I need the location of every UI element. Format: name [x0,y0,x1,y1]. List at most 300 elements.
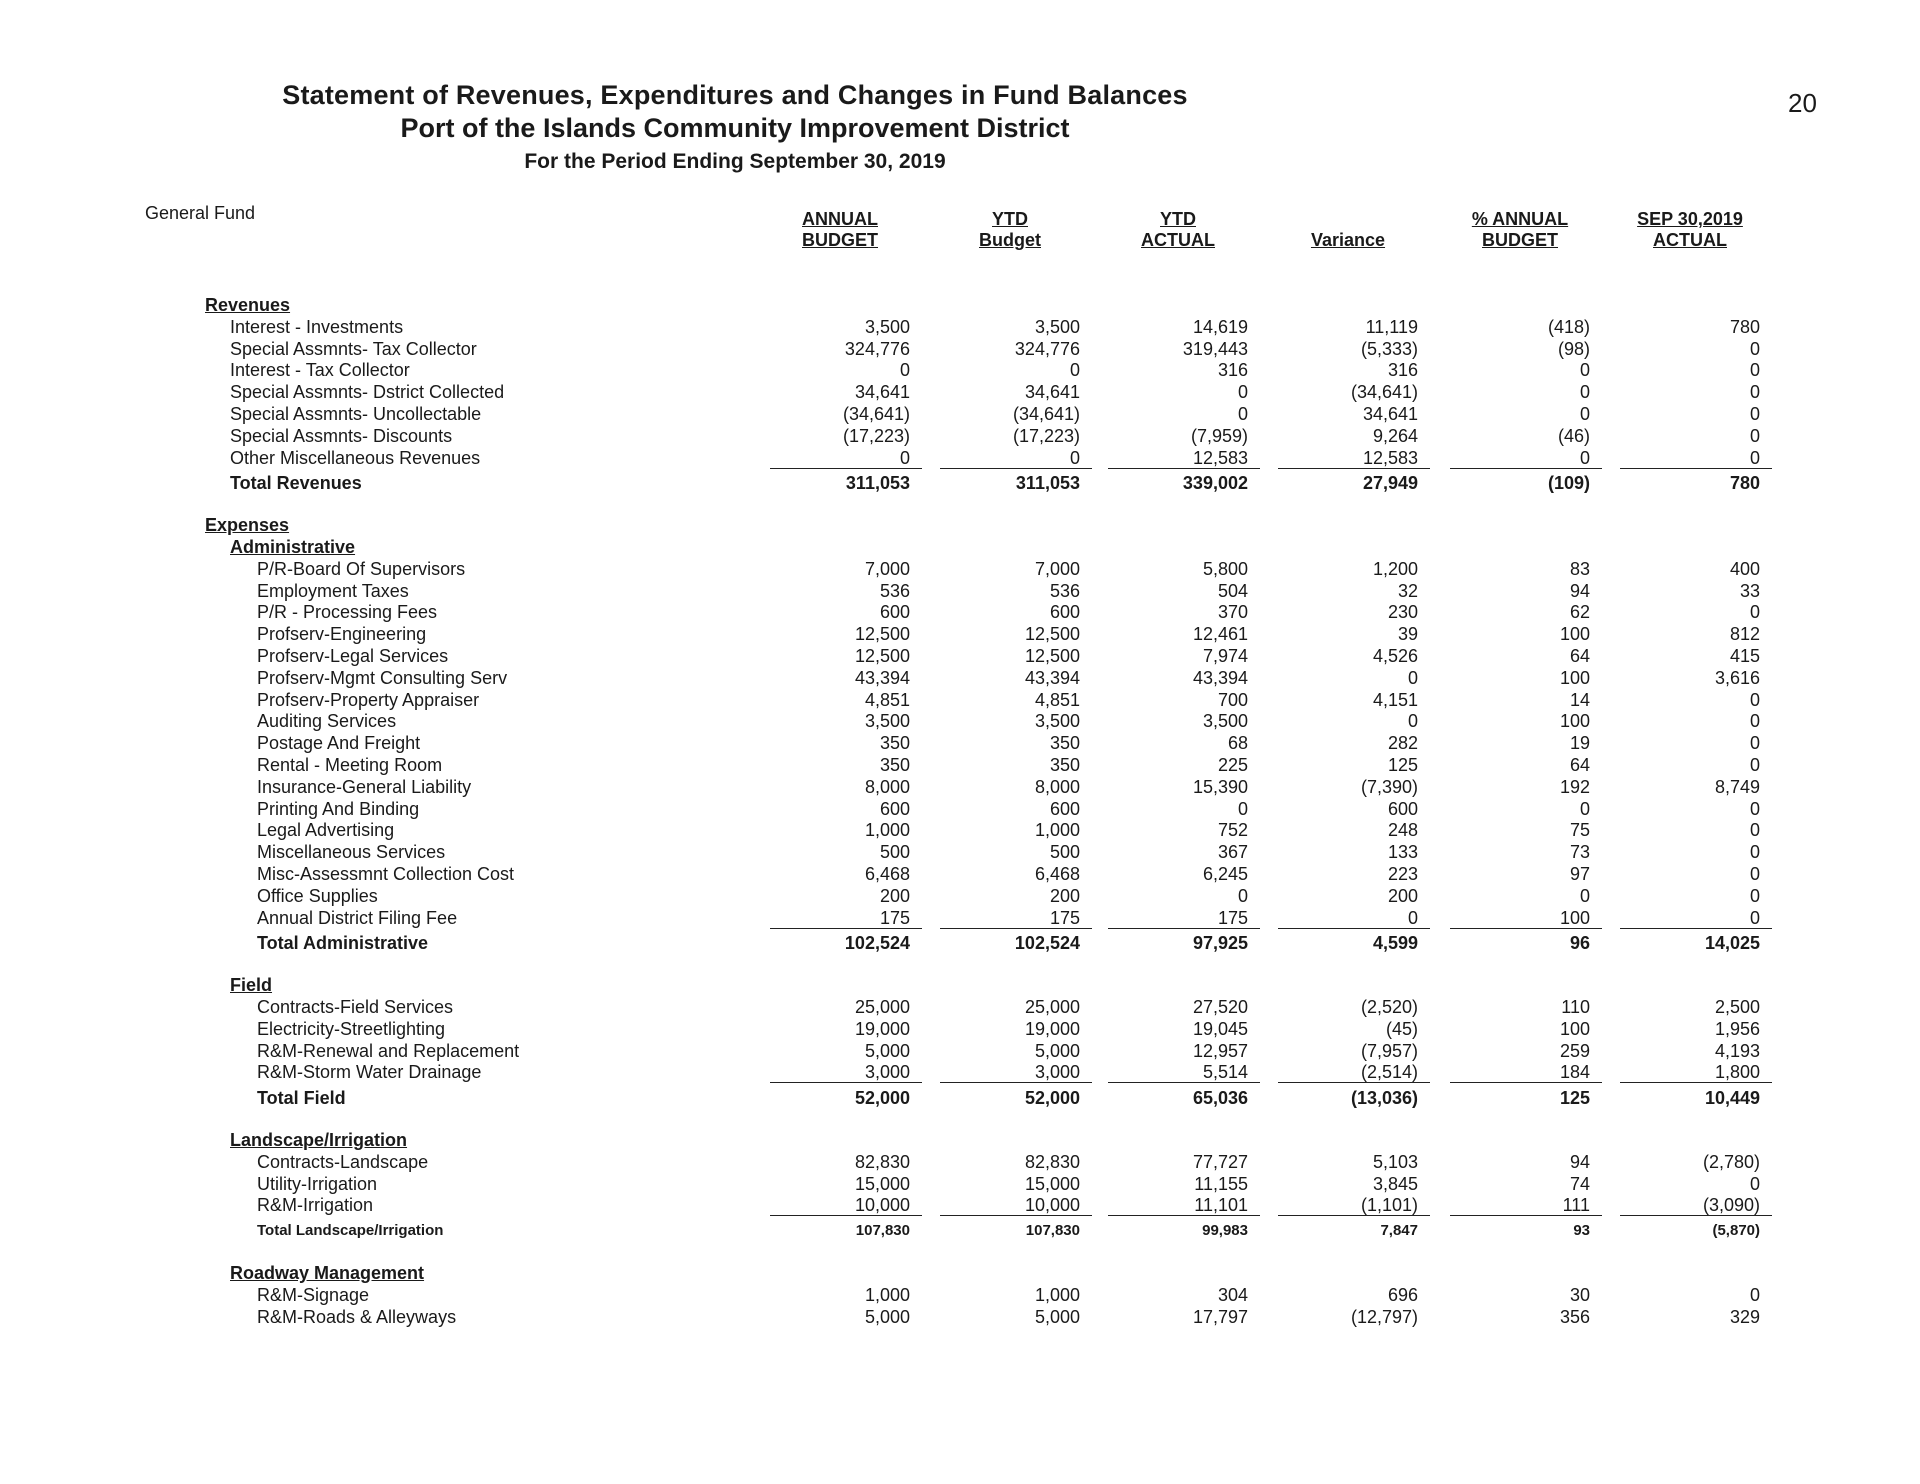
cell-value: 600 [879,602,910,623]
cell-value: 62 [1569,602,1590,623]
subtotal-rule [770,1082,922,1083]
column-header-bottom: ACTUAL [1653,230,1727,250]
cell-value: 133 [1387,842,1418,863]
cell-value: (3,090) [1702,1195,1760,1216]
cell-value: 3,845 [1372,1173,1418,1194]
table-row [0,381,1920,403]
cell-value: (418) [1547,316,1590,337]
cell-value: 415 [1729,646,1760,666]
cell-value: 8,000 [864,776,910,797]
title-line-2: Port of the Islands Community Improvement District [400,113,1070,143]
cell-value: 100 [1559,711,1590,732]
column-header-bottom: ACTUAL [1141,230,1215,250]
cell-value: 752 [1217,820,1248,841]
row-label: R&M-Roads & Alleyways [257,1306,457,1327]
subtotal-rule [940,1082,1092,1083]
cell-value: 111 [1562,1195,1590,1216]
row-label: Special Assmnts- Uncollectable [230,404,482,424]
title-line-1: Statement of Revenues, Expenditures and Changes in Fund Balances [282,80,1188,110]
subtotal-rule [1108,468,1260,469]
cell-value: 8,749 [1714,776,1760,797]
cell-value: 75 [1569,820,1590,841]
cell-value: 5,000 [1034,1040,1080,1061]
table-row [0,776,1920,798]
column-header [1248,209,1448,251]
column-header-top: YTD [1160,209,1196,229]
cell-value: 0 [1749,842,1760,863]
cell-value: 1,200 [1372,558,1418,579]
cell-value: 780 [1729,473,1760,494]
cell-value: 107,830 [855,1222,910,1240]
cell-value: 4,193 [1714,1040,1760,1061]
table-row [0,1306,1920,1328]
section-heading-row [0,1262,1920,1284]
subtotal-rule [1278,1215,1430,1216]
cell-value: 7,847 [1380,1222,1418,1240]
cell-value: 100 [1559,624,1590,645]
cell-value: (46) [1557,425,1590,446]
column-header-top: SEP 30,2019 [1637,209,1743,229]
cell-value: 696 [1387,1284,1418,1305]
cell-value: 11,101 [1194,1195,1248,1216]
cell-value: 52,000 [1024,1088,1080,1109]
cell-value: 0 [1237,798,1248,819]
cell-value: 319,443 [1182,338,1248,359]
table-row [0,580,1920,602]
row-label: R&M-Storm Water Drainage [257,1062,482,1083]
cell-value: 30 [1569,1284,1590,1305]
row-label: Profserv-Property Appraiser [257,689,480,710]
row-label: Interest - Investments [230,316,404,337]
cell-value: 0 [1749,1284,1760,1305]
cell-value: 0 [1579,447,1590,468]
cell-value: 97,925 [1192,933,1248,954]
table-row [0,1173,1920,1195]
cell-value: 14,619 [1192,316,1248,337]
cell-value: 34,641 [1024,382,1080,403]
subtotal-rule [940,928,1092,929]
cell-value: (34,641) [1012,404,1080,424]
row-label: Other Miscellaneous Revenues [230,447,481,468]
cell-value: 3,500 [864,711,910,732]
row-label: Employment Taxes [257,580,409,601]
cell-value: 175 [1217,907,1248,928]
cell-value: 102,524 [844,933,910,954]
cell-value: 15,000 [1024,1173,1080,1194]
cell-value: 32 [1397,580,1418,601]
subtotal-rule [940,468,1092,469]
cell-value: 12,500 [1024,646,1080,666]
cell-value: (17,223) [1012,425,1080,446]
table-row [0,1040,1920,1062]
table-row [0,1194,1920,1216]
cell-value: 504 [1217,580,1248,601]
row-label: Revenues [205,295,291,315]
cell-value: 100 [1559,1018,1590,1039]
cell-value: 8,000 [1034,776,1080,797]
cell-value: 5,000 [864,1306,910,1327]
total-row [0,1220,1920,1242]
cell-value: 1,000 [1034,1284,1080,1305]
cell-value: 350 [879,755,910,775]
cell-value: 10,449 [1704,1088,1760,1109]
subtotal-rule [1278,468,1430,469]
cell-value: 93 [1573,1222,1590,1240]
cell-value: 259 [1559,1040,1590,1061]
cell-value: 5,000 [864,1040,910,1061]
section-heading-row [0,514,1920,536]
row-label: Office Supplies [257,885,378,906]
cell-value: 248 [1387,820,1418,841]
cell-value: 0 [1749,711,1760,732]
cell-value: 0 [1407,711,1418,732]
cell-value: 82,830 [854,1151,910,1172]
table-row [0,316,1920,338]
subtotal-rule [1620,1082,1772,1083]
table-row [0,447,1920,469]
subtotal-rule [770,928,922,929]
cell-value: 96 [1569,933,1590,954]
fund-label: General Fund [145,203,256,223]
column-header-bottom: BUDGET [802,230,878,250]
cell-value: 370 [1217,602,1248,623]
cell-value: 10,000 [854,1195,910,1216]
cell-value: 780 [1729,316,1760,337]
page-number: 20 [1788,88,1817,118]
row-label: Field [230,975,273,996]
cell-value: 600 [1387,798,1418,819]
cell-value: (7,957) [1360,1040,1418,1061]
cell-value: 184 [1559,1062,1590,1083]
cell-value: 0 [1579,885,1590,906]
cell-value: (34,641) [1350,382,1418,403]
cell-value: 0 [1237,404,1248,424]
table-row [0,359,1920,381]
cell-value: 82,830 [1024,1151,1080,1172]
cell-value: 5,103 [1372,1151,1418,1172]
cell-value: 4,851 [864,689,910,710]
cell-value: 0 [1749,689,1760,710]
subtotal-rule [1108,928,1260,929]
cell-value: 0 [1579,360,1590,381]
table-row [0,1061,1920,1083]
cell-value: 100 [1559,667,1590,688]
cell-value: 83 [1569,558,1590,579]
row-label: Profserv-Legal Services [257,646,449,666]
cell-value: (7,959) [1190,425,1248,446]
table-row [0,338,1920,360]
row-label: Total Administrative [257,933,429,954]
cell-value: 74 [1569,1173,1590,1194]
cell-value: (2,520) [1360,997,1418,1017]
cell-value: 52,000 [854,1088,910,1109]
cell-value: 324,776 [1014,338,1080,359]
cell-value: (109) [1547,473,1590,494]
cell-value: 12,957 [1192,1040,1248,1061]
cell-value: (45) [1385,1018,1418,1039]
cell-value: 125 [1387,755,1418,775]
cell-value: 600 [879,798,910,819]
cell-value: 350 [1049,755,1080,775]
cell-value: 0 [1749,338,1760,359]
row-label: Total Landscape/Irrigation [257,1222,444,1240]
cell-value: 43,394 [1192,667,1248,688]
cell-value: 43,394 [1024,667,1080,688]
cell-value: 367 [1217,842,1248,863]
row-label: Landscape/Irrigation [230,1130,408,1150]
cell-value: 6,245 [1202,864,1248,884]
cell-value: 600 [1049,798,1080,819]
cell-value: 0 [1579,404,1590,424]
table-row [0,863,1920,885]
cell-value: 34,641 [854,382,910,403]
cell-value: 0 [1237,885,1248,906]
cell-value: 1,000 [1034,820,1080,841]
cell-value: 812 [1729,624,1760,645]
cell-value: (17,223) [842,425,910,446]
cell-value: 0 [1407,907,1418,928]
row-label: Miscellaneous Services [257,842,446,863]
cell-value: 311,053 [1015,473,1080,494]
table-row [0,558,1920,580]
cell-value: 14 [1569,689,1590,710]
cell-value: 0 [1749,404,1760,424]
cell-value: 0 [1237,382,1248,403]
cell-value: 3,616 [1714,667,1760,688]
cell-value: (2,780) [1702,1151,1760,1172]
table-row [0,601,1920,623]
cell-value: 17,797 [1192,1306,1248,1327]
cell-value: 282 [1387,733,1418,754]
cell-value: 39 [1397,624,1418,645]
cell-value: 316 [1387,360,1418,381]
section-heading-row [0,536,1920,558]
subtotal-rule [940,1215,1092,1216]
cell-value: 4,526 [1372,646,1418,666]
row-label: Interest - Tax Collector [230,360,410,381]
cell-value: 4,599 [1372,933,1418,954]
cell-value: 200 [1049,885,1080,906]
subtotal-rule [1278,928,1430,929]
cell-value: 107,830 [1025,1222,1080,1240]
column-header-top [1248,209,1448,230]
cell-value: 329 [1729,1306,1760,1327]
cell-value: 19,000 [854,1018,910,1039]
cell-value: 0 [1749,1173,1760,1194]
subtotal-rule [1108,1215,1260,1216]
row-label: Insurance-General Liability [257,776,472,797]
cell-value: 0 [899,447,910,468]
cell-value: 356 [1559,1306,1590,1327]
cell-value: 304 [1217,1284,1248,1305]
cell-value: 0 [1749,425,1760,446]
cell-value: 0 [1749,820,1760,841]
cell-value: 0 [1749,382,1760,403]
cell-value: 64 [1569,646,1590,666]
cell-value: (12,797) [1350,1306,1418,1327]
cell-value: 3,500 [864,316,910,337]
cell-value: 64 [1569,755,1590,775]
row-label: Expenses [205,515,290,536]
cell-value: 223 [1387,864,1418,884]
table-row [0,996,1920,1018]
table-row [0,841,1920,863]
cell-value: 7,000 [1034,558,1080,579]
cell-value: 5,514 [1202,1062,1248,1083]
cell-value: 11,155 [1194,1173,1248,1194]
cell-value: 12,500 [1024,624,1080,645]
column-header-bottom: Variance [1310,230,1386,250]
row-label: R&M-Signage [257,1284,370,1305]
cell-value: 97 [1569,864,1590,884]
table-row [0,623,1920,645]
cell-value: 7,974 [1202,646,1248,666]
cell-value: 68 [1227,733,1248,754]
row-label: R&M-Irrigation [257,1195,374,1216]
column-header [1590,209,1790,251]
row-label: Special Assmnts- Tax Collector [230,338,477,359]
cell-value: 73 [1569,842,1590,863]
cell-value: 25,000 [1024,997,1080,1017]
cell-value: 0 [1749,733,1760,754]
cell-value: 94 [1569,1151,1590,1172]
row-label: Legal Advertising [257,820,395,841]
subtotal-rule [770,468,922,469]
cell-value: 0 [1749,447,1760,468]
subtotal-rule [1450,468,1602,469]
total-row [0,472,1920,494]
table-row [0,1151,1920,1173]
cell-value: 1,800 [1714,1062,1760,1083]
row-label: Total Field [257,1088,346,1109]
cell-value: 3,000 [864,1062,910,1083]
row-label: Total Revenues [230,473,362,494]
cell-value: 15,000 [854,1173,910,1194]
row-label: Profserv-Engineering [257,624,427,645]
cell-value: 27,949 [1362,473,1418,494]
subtotal-rule [1450,1215,1602,1216]
table-row [0,885,1920,907]
row-label: Roadway Management [230,1263,425,1283]
cell-value: 1,000 [864,1284,910,1305]
subtotal-rule [1620,1215,1772,1216]
cell-value: 0 [1749,755,1760,775]
cell-value: 102,524 [1014,933,1080,954]
subtotal-rule [1620,468,1772,469]
cell-value: 324,776 [844,338,910,359]
column-header-bottom: BUDGET [1482,230,1558,250]
cell-value: 10,000 [1024,1195,1080,1216]
cell-value: 536 [1049,580,1080,601]
column-header-bottom: Budget [979,230,1041,250]
cell-value: 99,983 [1202,1222,1248,1240]
table-row [0,710,1920,732]
cell-value: 100 [1559,907,1590,928]
cell-value: 4,151 [1372,689,1418,710]
cell-value: 200 [1387,885,1418,906]
cell-value: 0 [1749,798,1760,819]
row-label: Special Assmnts- Discounts [230,425,453,446]
subtotal-rule [1620,928,1772,929]
row-label: Printing And Binding [257,798,420,819]
row-label: Contracts-Field Services [257,997,454,1017]
section-heading-row [0,1129,1920,1151]
cell-value: 5,000 [1034,1306,1080,1327]
table-row [0,403,1920,425]
cell-value: (98) [1557,338,1590,359]
cell-value: 12,500 [854,646,910,666]
cell-value: 12,500 [854,624,910,645]
section-heading-row [0,294,1920,316]
row-label: Utility-Irrigation [257,1173,378,1194]
cell-value: 0 [1069,360,1080,381]
cell-value: 34,641 [1362,404,1418,424]
cell-value: 0 [1749,907,1760,928]
cell-value: 77,727 [1192,1151,1248,1172]
cell-value: 33 [1739,580,1760,601]
cell-value: 350 [1049,733,1080,754]
table-row [0,907,1920,929]
table-row [0,732,1920,754]
cell-value: 12,461 [1192,624,1248,645]
cell-value: 15,390 [1192,776,1248,797]
table-row [0,798,1920,820]
row-label: P/R-Board Of Supervisors [257,558,466,579]
cell-value: 400 [1729,558,1760,579]
cell-value: 1,956 [1714,1018,1760,1039]
cell-value: 3,000 [1034,1062,1080,1083]
cell-value: 0 [1407,667,1418,688]
cell-value: 19,045 [1192,1018,1248,1039]
cell-value: 600 [1049,602,1080,623]
row-label: Contracts-Landscape [257,1151,429,1172]
table-row [0,819,1920,841]
cell-value: 19,000 [1024,1018,1080,1039]
row-label: Auditing Services [257,711,397,732]
table-row [0,645,1920,667]
cell-value: 4,851 [1034,689,1080,710]
statement-title [0,80,1470,174]
cell-value: 0 [1749,885,1760,906]
title-line-3: For the Period Ending September 30, 2019 [524,150,946,173]
subtotal-rule [1450,928,1602,929]
cell-value: 0 [1749,864,1760,884]
cell-value: 19 [1569,733,1590,754]
subtotal-rule [1108,1082,1260,1083]
cell-value: 0 [899,360,910,381]
cell-value: 2,500 [1714,997,1760,1017]
cell-value: 25,000 [854,997,910,1017]
table-row [0,425,1920,447]
cell-value: 192 [1559,776,1590,797]
table-row [0,689,1920,711]
cell-value: 0 [1579,798,1590,819]
cell-value: 12,583 [1362,447,1418,468]
cell-value: 316 [1217,360,1248,381]
subtotal-rule [1450,1082,1602,1083]
row-label: Special Assmnts- Dstrict Collected [230,382,505,403]
row-label: Profserv-Mgmt Consulting Serv [257,667,508,688]
cell-value: 350 [879,733,910,754]
cell-value: 12,583 [1192,447,1248,468]
cell-value: 6,468 [864,864,910,884]
section-heading-row [0,974,1920,996]
cell-value: 3,500 [1034,316,1080,337]
cell-value: 536 [879,580,910,601]
cell-value: 339,002 [1182,473,1248,494]
cell-value: (1,101) [1360,1195,1418,1216]
cell-value: (2,514) [1360,1062,1418,1083]
